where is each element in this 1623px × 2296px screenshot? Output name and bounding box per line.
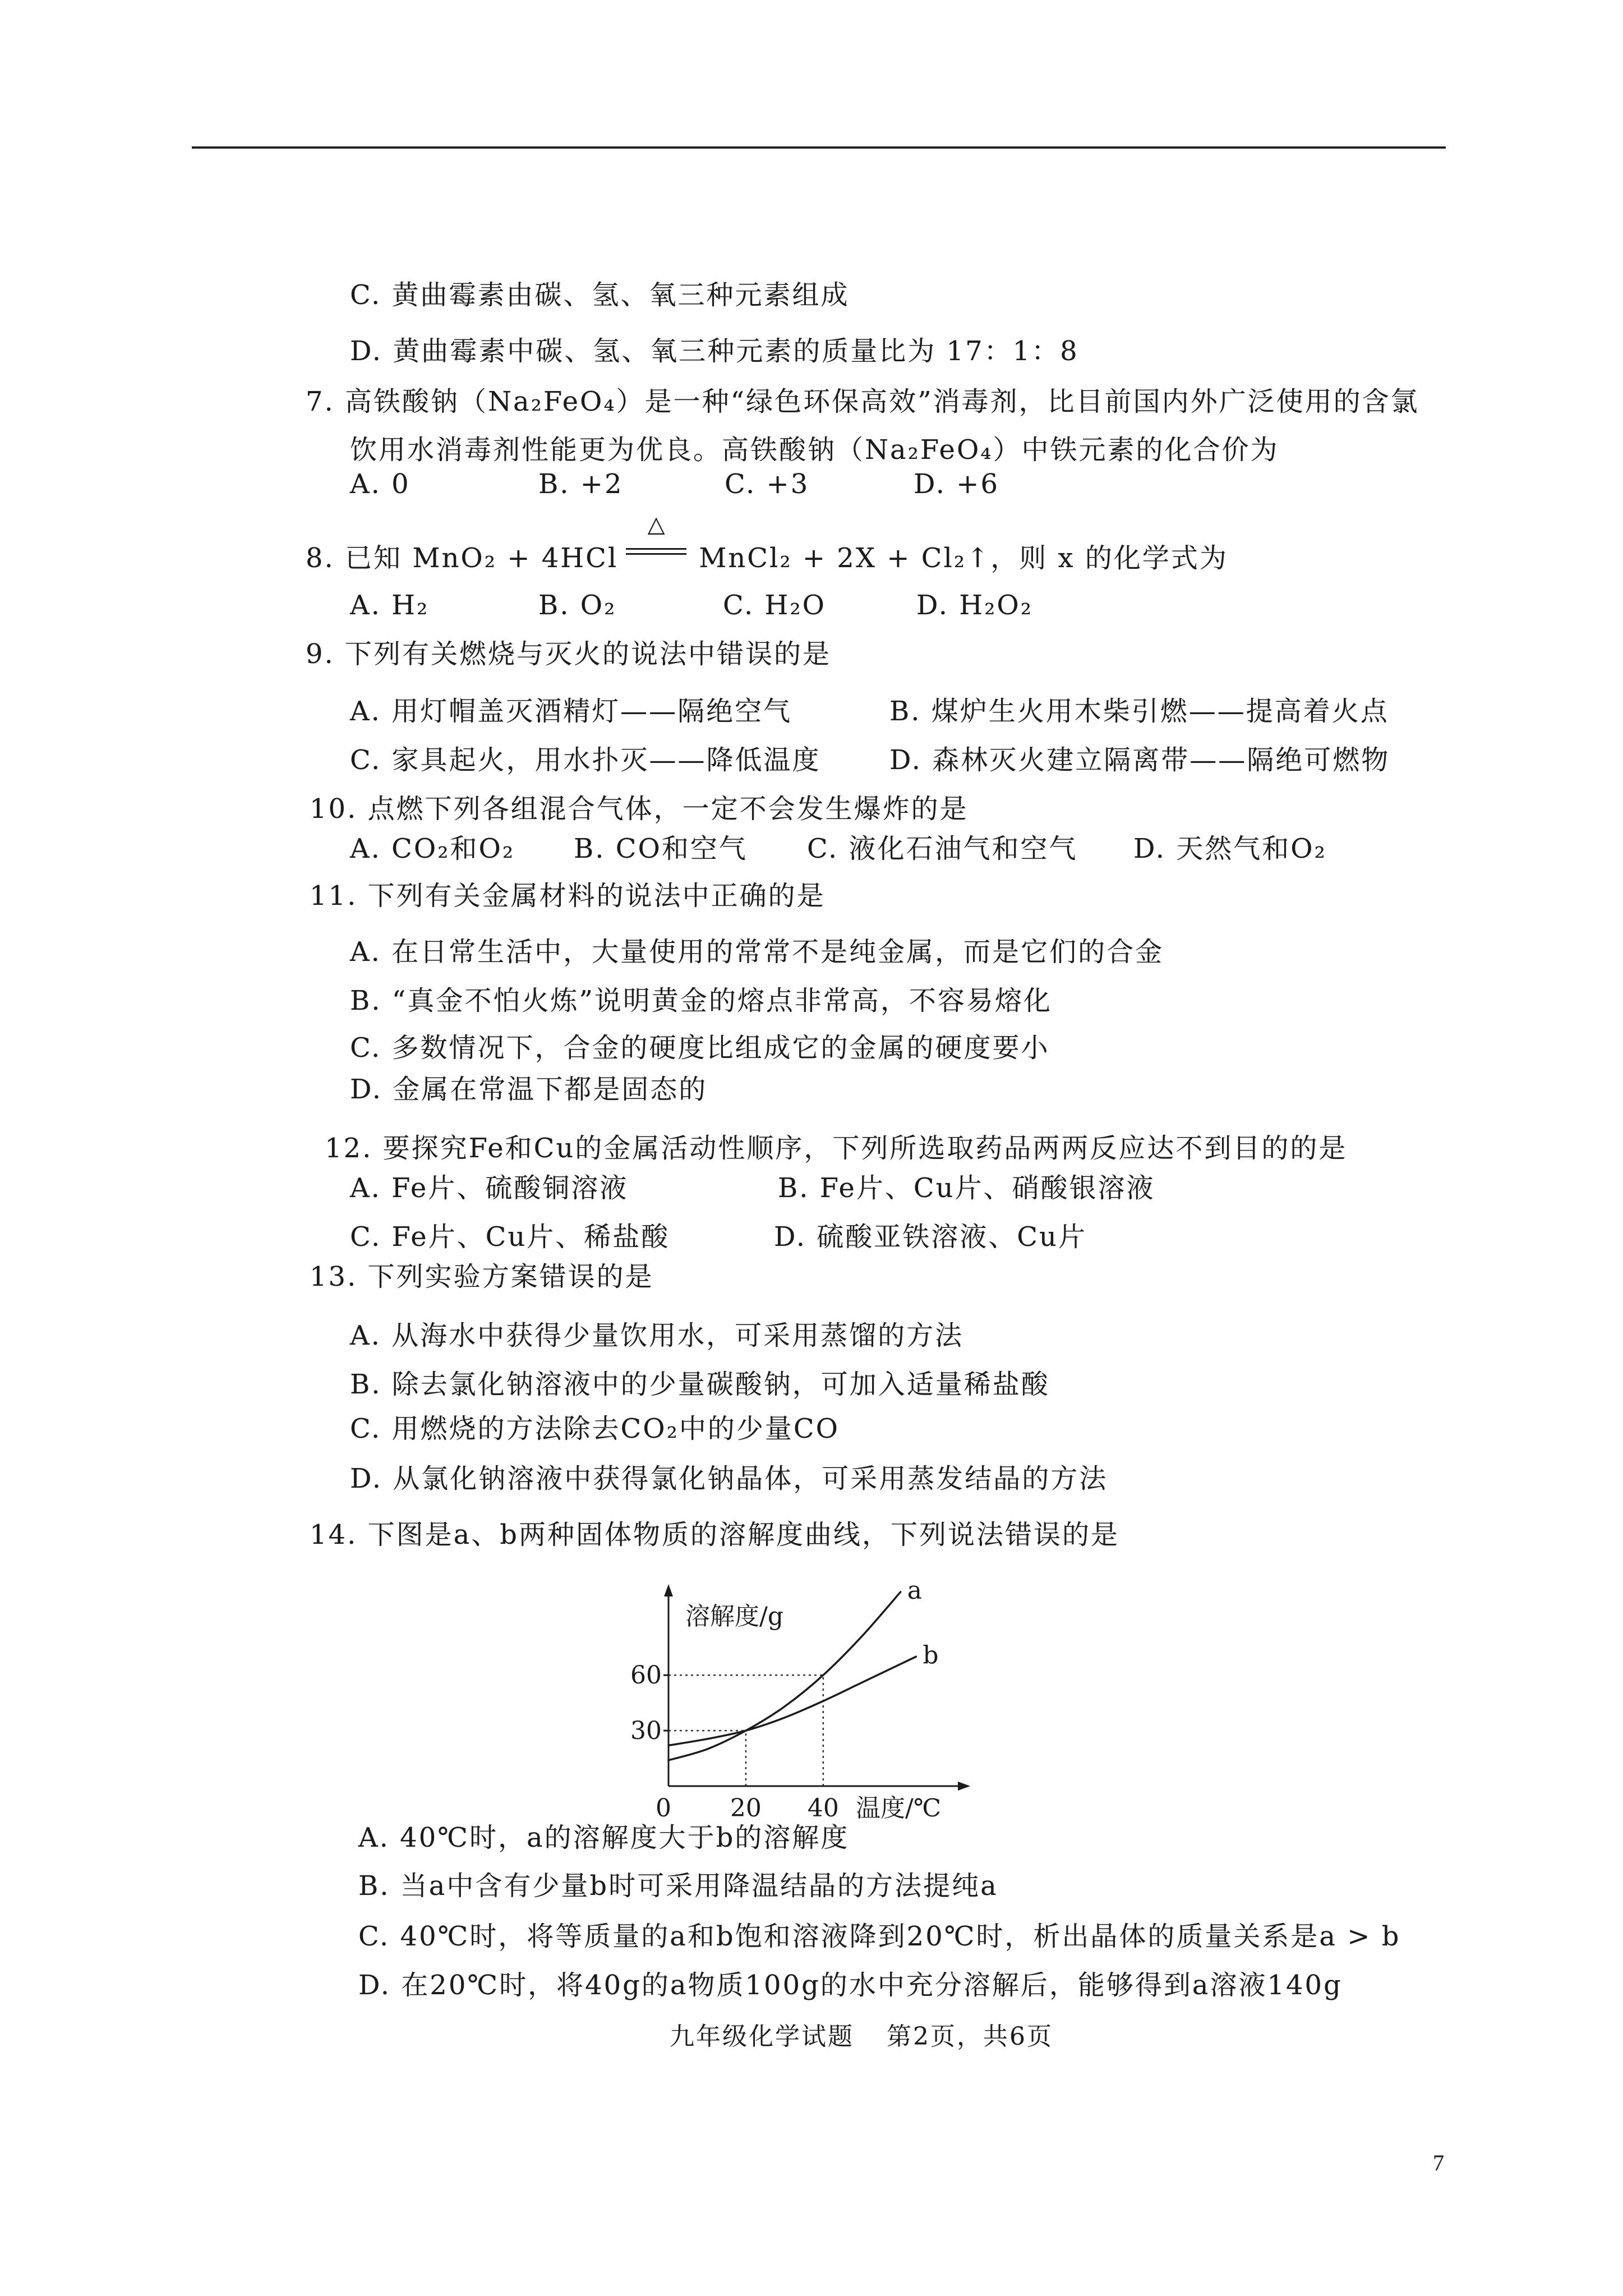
q6-option-c: C. 黄曲霉素由碳、氢、氧三种元素组成 xyxy=(350,279,850,311)
solubility-chart xyxy=(589,1565,1038,1823)
q8-option-c: C. H₂O xyxy=(723,590,826,621)
q14-stem: 14. 下图是a、b两种固体物质的溶解度曲线，下列说法错误的是 xyxy=(310,1519,1119,1550)
q7-option-c: C. +3 xyxy=(725,468,810,500)
q13-stem: 13. 下列实验方案错误的是 xyxy=(310,1261,654,1292)
q8-stem xyxy=(306,512,1228,575)
q14-option-d: D. 在20℃时，将40g的a物质100g的水中充分溶解后，能够得到a溶液140g xyxy=(358,1970,1343,2001)
q8-option-b: B. O₂ xyxy=(538,590,617,621)
series-label-b: b xyxy=(923,1641,939,1670)
x-axis-label: 温度/℃ xyxy=(856,1794,942,1823)
x-axis-arrow-icon xyxy=(958,1782,970,1791)
q12-option-d: D. 硫酸亚铁溶液、Cu片 xyxy=(774,1221,1087,1253)
q11-option-b: B. “真金不怕火炼”说明黄金的熔点非常高，不容易熔化 xyxy=(350,985,1052,1016)
y-axis-label: 溶解度/g xyxy=(685,1602,783,1631)
q12-option-a: A. Fe片、硫酸铜溶液 xyxy=(350,1172,629,1204)
footer-title: 九年级化学试题 xyxy=(670,2022,854,2051)
heating-condition: △ xyxy=(647,512,665,537)
q7-stem-line-2: 饮用水消毒剂性能更为优良。高铁酸钠（Na₂FeO₄）中铁元素的化合价为 xyxy=(350,434,1279,466)
q9-option-c: C. 家具起火，用水扑灭——降低温度 xyxy=(350,744,821,776)
q10-option-c: C. 液化石油气和空气 xyxy=(807,833,1078,864)
tick-labels xyxy=(630,1661,839,1823)
x-tick-label: 40 xyxy=(807,1794,839,1823)
arrow-bar-bottom xyxy=(626,553,686,555)
y-tick-label: 30 xyxy=(630,1717,662,1746)
arrow-bar-top xyxy=(626,548,686,550)
q9-option-a: A. 用灯帽盖灭酒精灯——隔绝空气 xyxy=(350,696,792,727)
q8-equation-reactants: 8. 已知 MnO₂ + 4HCl xyxy=(306,542,619,574)
q12-stem: 12. 要探究Fe和Cu的金属活动性顺序，下列所选取药品两两反应达不到目的的是 xyxy=(325,1133,1348,1164)
q7-option-a: A. 0 xyxy=(350,468,411,500)
q14-option-c: C. 40℃时，将等质量的a和b饱和溶液降到20℃时，析出晶体的质量关系是a > b xyxy=(358,1921,1401,1952)
page-number: 7 xyxy=(1433,2150,1444,2175)
q8-option-a: A. H₂ xyxy=(350,590,430,621)
q10-stem: 10. 点燃下列各组混合气体，一定不会发生爆炸的是 xyxy=(310,793,969,825)
q7-option-d: D. +6 xyxy=(914,468,1000,500)
q13-option-c: C. 用燃烧的方法除去CO₂中的少量CO xyxy=(350,1413,840,1444)
q14-option-a: A. 40℃时，a的溶解度大于b的溶解度 xyxy=(358,1822,850,1853)
q10-option-a: A. CO₂和O₂ xyxy=(350,833,515,864)
q9-option-d: D. 森林灭火建立隔离带——隔绝可燃物 xyxy=(889,744,1390,776)
q11-option-a: A. 在日常生活中，大量使用的常常不是纯金属，而是它们的合金 xyxy=(350,936,1164,968)
q8-option-d: D. H₂O₂ xyxy=(916,590,1033,621)
q14-option-b: B. 当a中含有少量b时可采用降温结晶的方法提纯a xyxy=(358,1870,998,1902)
y-axis-arrow-icon xyxy=(664,1584,673,1596)
q12-option-c: C. Fe片、Cu片、稀盐酸 xyxy=(350,1221,670,1253)
q12-option-b: B. Fe片、Cu片、硝酸银溶液 xyxy=(778,1172,1155,1204)
q8-equation-products: MnCl₂ + 2X + Cl₂↑，则 x 的化学式为 xyxy=(699,542,1228,574)
q9-stem: 9. 下列有关燃烧与灭火的说法中错误的是 xyxy=(306,638,832,670)
series-label-a: a xyxy=(907,1576,923,1605)
header-rule xyxy=(192,146,1446,149)
q7-stem-line-1: 7. 高铁酸钠（Na₂FeO₄）是一种“绿色环保高效”消毒剂，比目前国内外广泛使用的含氯 xyxy=(306,386,1419,417)
q13-option-b: B. 除去氯化钠溶液中的少量碳酸钠，可加入适量稀盐酸 xyxy=(350,1369,1050,1400)
q11-option-c: C. 多数情况下，合金的硬度比组成它的金属的硬度要小 xyxy=(350,1032,1050,1064)
q13-option-a: A. 从海水中获得少量饮用水，可采用蒸馏的方法 xyxy=(350,1320,964,1351)
q10-option-d: D. 天然气和O₂ xyxy=(1133,833,1327,864)
x-tick-label: 0 xyxy=(656,1794,671,1823)
q11-option-d: D. 金属在常温下都是固态的 xyxy=(350,1074,708,1105)
x-tick-label: 20 xyxy=(730,1794,762,1823)
q11-stem: 11. 下列有关金属材料的说法中正确的是 xyxy=(310,880,826,912)
reaction-arrow-icon xyxy=(626,512,686,575)
q13-option-d: D. 从氯化钠溶液中获得氯化钠晶体，可采用蒸发结晶的方法 xyxy=(350,1463,1108,1494)
footer-page-info: 第2页，共6页 xyxy=(887,2022,1053,2051)
q6-option-d: D. 黄曲霉素中碳、氢、氧三种元素的质量比为 17：1：8 xyxy=(350,335,1079,367)
q10-option-b: B. CO和空气 xyxy=(574,833,748,864)
q9-option-b: B. 煤炉生火用木柴引燃——提高着火点 xyxy=(889,696,1389,727)
y-tick-label: 60 xyxy=(630,1661,662,1690)
q7-option-b: B. +2 xyxy=(538,468,624,500)
